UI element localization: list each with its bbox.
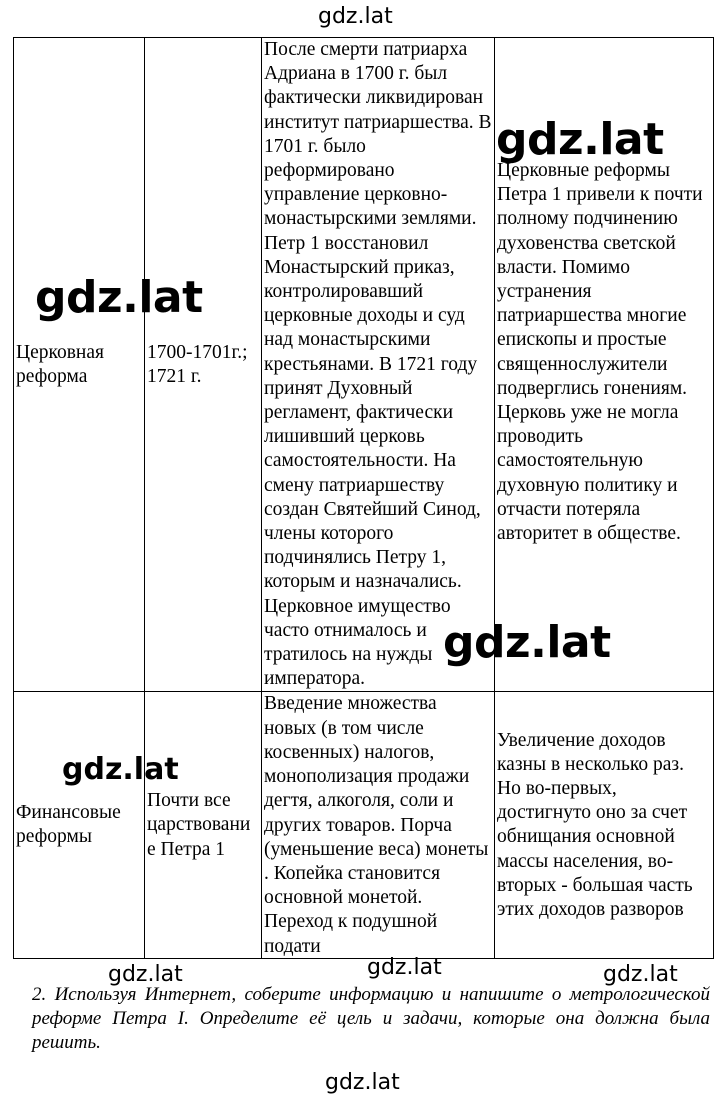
reform-content: Введение множества новых (в том числе косвенных) налогов, монополизация продажи дегтя, алкоголя, соли и других товаров. Порча (уменьшение веса) монеты . Копейка становится основной монетой. Переход к подушной подати (264, 693, 489, 957)
reform-results: Церковные реформы Петра 1 привели к почти полному подчинению духовенства светской власти. Помимо устранения патриаршества многие епископы и простые священнослужители подверглись гонениям. Церковь уже не могла проводить самостоятельную духовную политику и отчасти потеряла авторитет в обществе. (497, 160, 703, 545)
watermark-footer: gdz.lat (325, 1070, 400, 1095)
reform-name-cell (14, 38, 145, 692)
watermark-top: gdz.lat (318, 4, 393, 29)
reform-content-cell (262, 38, 495, 692)
reform-name: Финансовые реформы (16, 802, 121, 848)
watermark-mid-big: gdz.lat (443, 617, 611, 668)
reforms-table (13, 37, 714, 959)
reform-results-cell (495, 692, 714, 959)
reform-dates: Почти все царствовани е Петра 1 (147, 790, 251, 860)
table-row-financial-reforms (14, 692, 714, 959)
reform-content-cell (262, 692, 495, 959)
reform-name: Церковная реформа (16, 341, 104, 387)
reform-dates-cell (145, 38, 262, 692)
watermark-left-big: gdz.lat (35, 272, 203, 323)
watermark-bottom-right: gdz.lat (603, 962, 678, 987)
task-text: 2. Используя Интернет, соберите информацию и напишите о метрологической реформе Петра I. Определите её цель и задачи, которые она должна была решить. (32, 984, 710, 1053)
watermark-right-big: gdz.lat (496, 114, 664, 165)
reform-dates: 1700-1701г.; 1721 г. (147, 341, 248, 387)
watermark-left-mid: gdz.lat (62, 752, 179, 787)
reform-results: Увеличение доходов казны в несколько раз. Но во-первых, достигнуто оно за счет обнищания основной массы населения, во-вторых - большая часть этих доходов разворов (497, 729, 693, 921)
watermark-bottom-center: gdz.lat (367, 955, 442, 980)
reform-name-cell (14, 692, 145, 959)
reform-dates-cell (145, 692, 262, 959)
watermark-bottom-left: gdz.lat (108, 962, 183, 987)
reform-content: После смерти патриарха Адриана в 1700 г. был фактически ликвидирован институт патриаршества. В 1701 г. было реформировано управление церковно-монастырскими землями. Петр 1 восстановил Монастырский приказ, контролировавший церковные доходы и суд над монастырскими крестьянами. В 1721 году принят Духовный регламент, фактически лишивший церковь самостоятельности. На смену патриаршеству создан Святейший Синод, члены которого подчинялись Петру 1, которым и назначались. Церковное имущество часто отнималось и тратилось на нужды императора. (264, 39, 492, 690)
